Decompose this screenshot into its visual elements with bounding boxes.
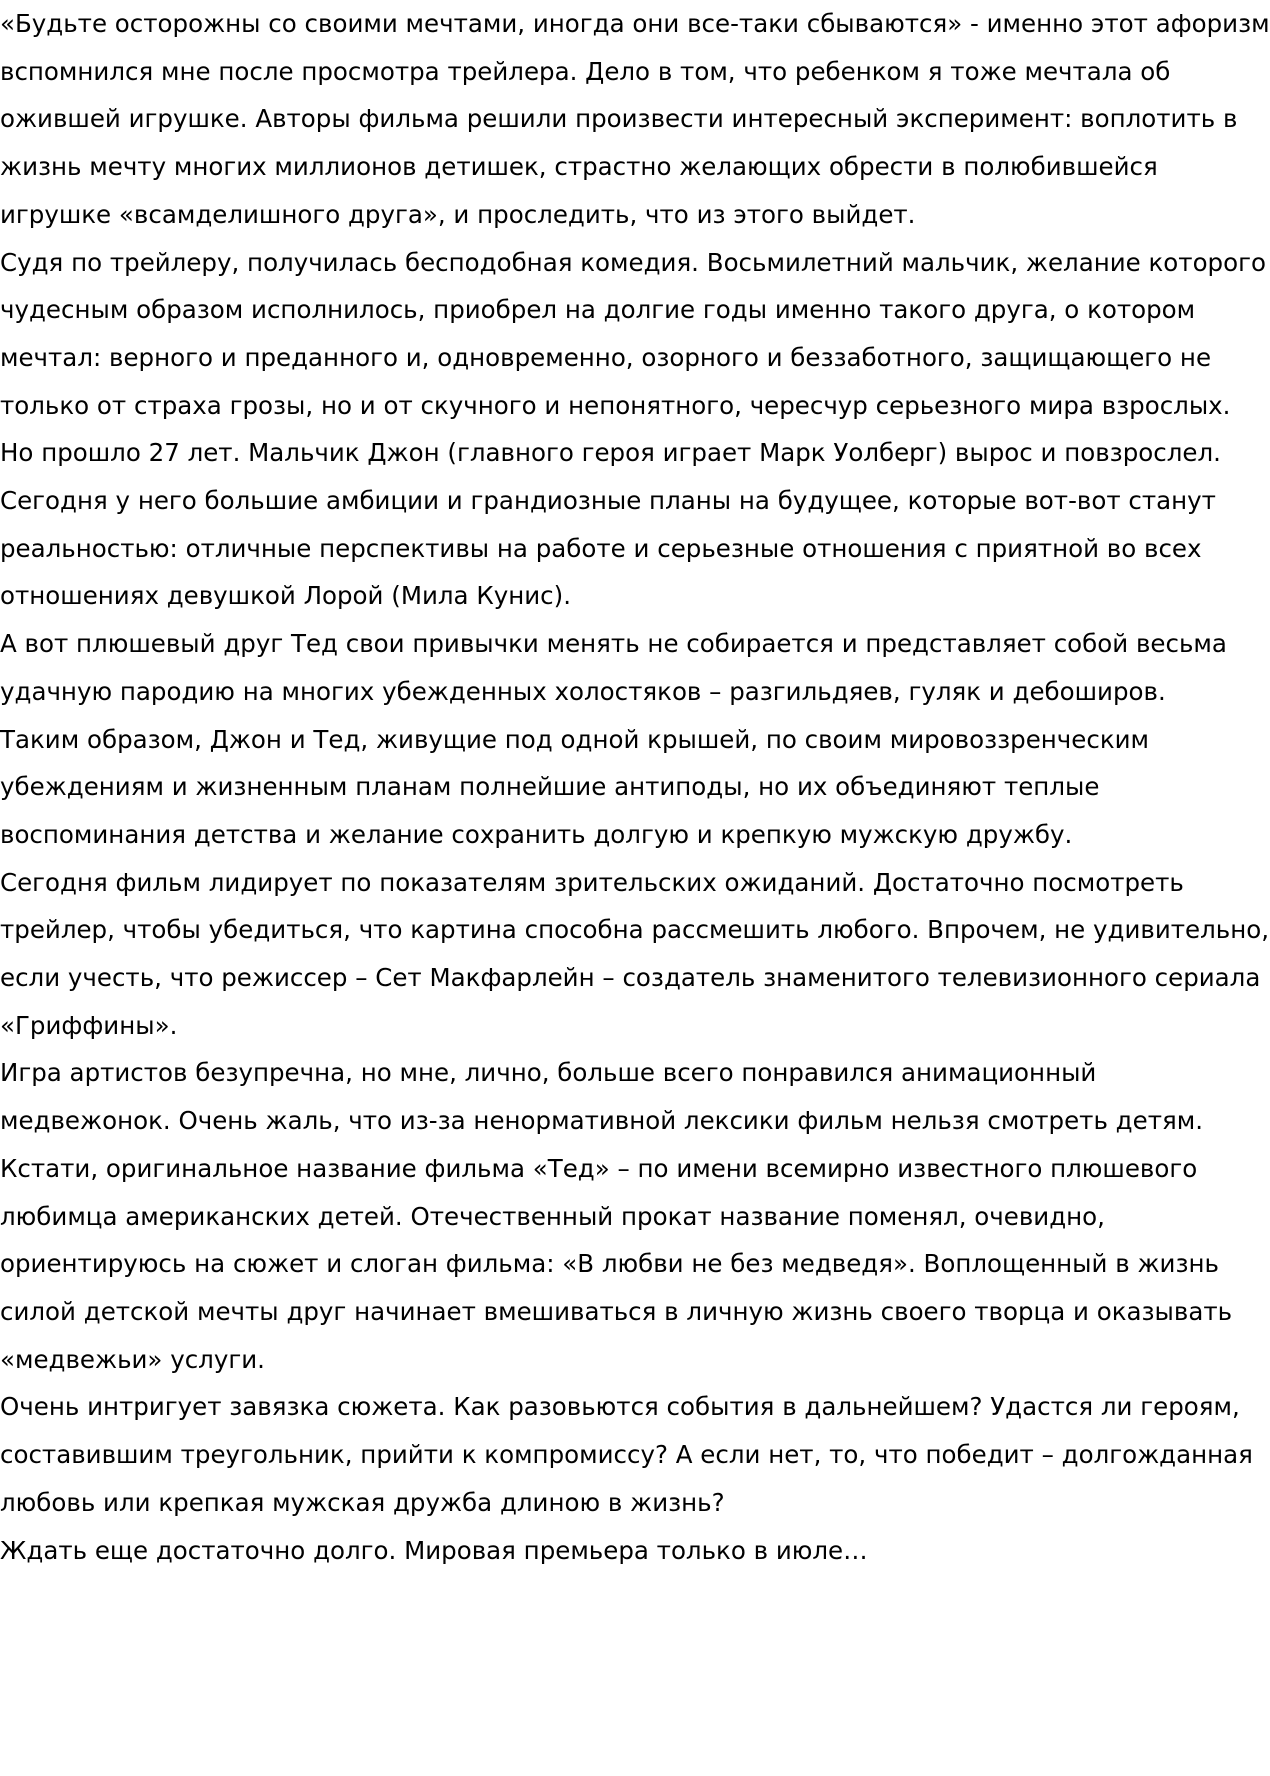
paragraph: Очень интригует завязка сюжета. Как разовьются события в дальнейшем? Удастся ли героям, составившим треугольник, прийти к компромиссу? А если нет, то, что победит – долгожданная любовь или крепкая мужская дружба длиною в жизнь? [0, 1392, 1253, 1517]
paragraph: Кстати, оригинальное название фильма «Тед» – по имени всемирно известного плюшевого любимца американских детей. Отечественный прокат название поменял, очевидно, ориентируюсь на сюжет и слоган фильма: «В любви не без медведя». Воплощенный в жизнь силой детской мечты друг начинает вмешиваться в личную жизнь своего творца и оказывать «медвежьи» услуги. [0, 1153, 1233, 1374]
paragraph: А вот плюшевый друг Тед свои привычки менять не собирается и представляет собой весьма удачную пародию на многих убежденных холостяков – разгильдяев, гуляк и дебоширов. [0, 629, 1227, 706]
paragraph: Таким образом, Джон и Тед, живущие под одной крышей, по своим мировоззренческим убеждениям и жизненным планам полнейшие антиподы, но их объединяют теплые воспоминания детства и желание сохранить долгую и крепкую мужскую дружбу. [0, 724, 1150, 849]
paragraph: «Будьте осторожны со своими мечтами, иногда они все-таки сбываются» - именно этот афоризм вспомнился мне после просмотра трейлера. Дело в том, что ребенком я тоже мечтала об ожившей игрушке. Авторы фильма решили произвести интересный эксперимент: воплотить в жизнь мечту многих миллионов детишек, страстно желающих обрести в полюбившейся игрушке «всамделишного друга», и проследить, что из этого выйдет. [0, 9, 1270, 229]
paragraph: Игра артистов безупречна, но мне, лично, больше всего понравился анимационный медвежонок. Очень жаль, что из-за ненормативной лексики фильм нельзя смотреть детям. [0, 1058, 1203, 1136]
paragraph: Сегодня фильм лидирует по показателям зрительских ожиданий. Достаточно посмотреть трейлер, чтобы убедиться, что картина способна рассмешить любого. Впрочем, не удивительно, если учесть, что режиссер – Сет Макфарлейн – создатель знаменитого телевизионного сериала «Гриффины». [0, 867, 1269, 1040]
paragraph: Судя по трейлеру, получилась бесподобная комедия. Восьмилетний мальчик, желание которого чудесным образом исполнилось, приобрел на долгие годы именно такого друга, о котором мечтал: верного и преданного и, одновременно, озорного и беззаботного, защищающего не только от страха грозы, но и от скучного и непонятного, чересчур серьезного мира взрослых. [0, 247, 1266, 420]
paragraph: Ждать еще достаточно долго. Мировая премьера только в июле… [0, 1535, 868, 1565]
paragraph: Но прошло 27 лет. Мальчик Джон (главного героя играет Марк Уолберг) вырос и повзрослел. Сегодня у него большие амбиции и грандиозные планы на будущее, которые вот-вот станут реальностью: отличные перспективы на работе и серьезные отношения с приятной во всех отношениях девушкой Лорой (Мила Кунис). [0, 438, 1221, 611]
